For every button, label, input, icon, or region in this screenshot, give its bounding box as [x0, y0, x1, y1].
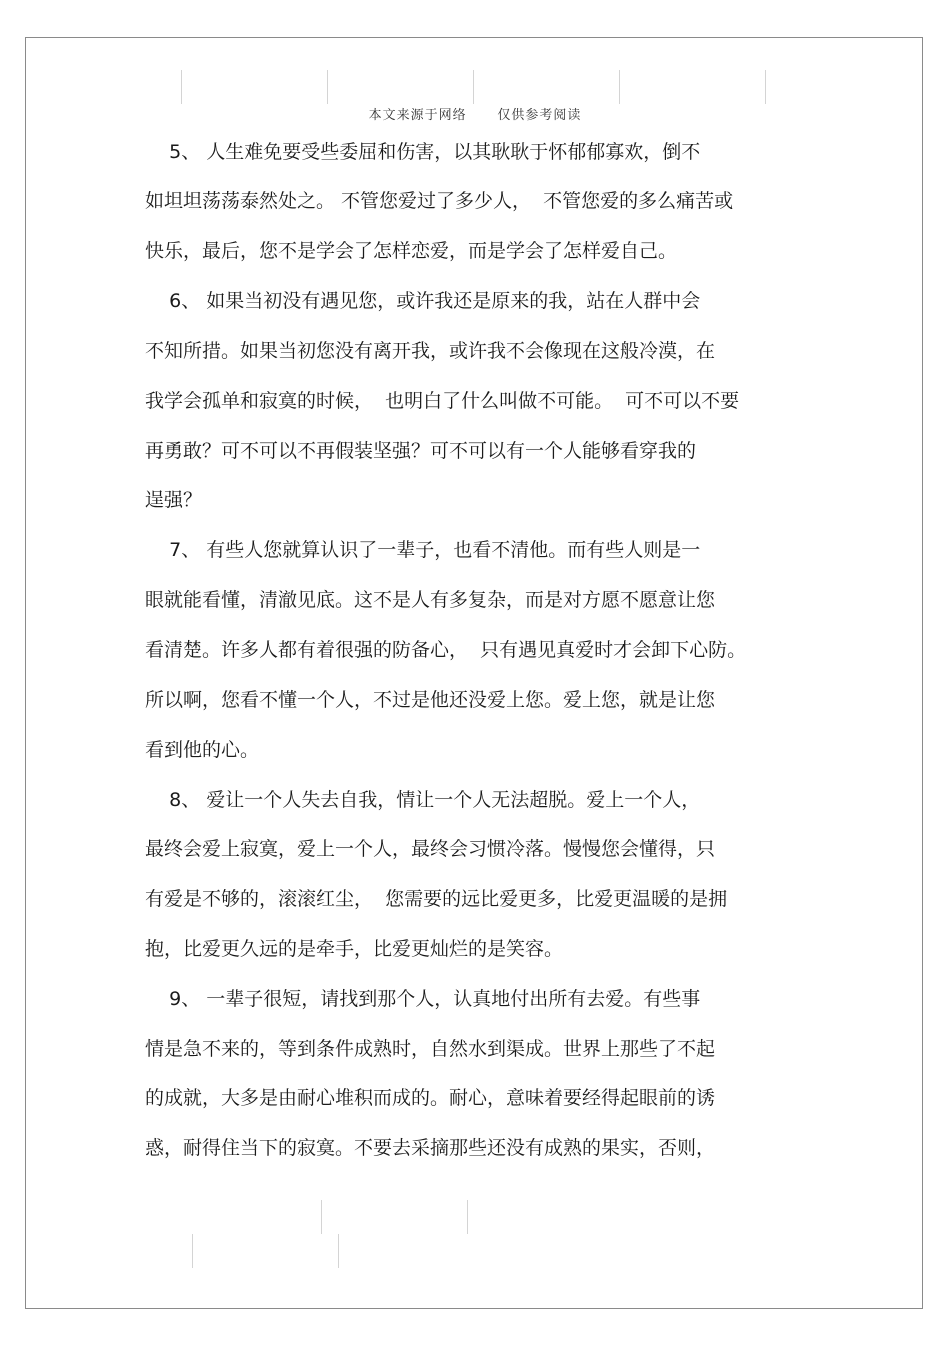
text-line: 逞强？ [145, 489, 203, 511]
text-line: 抱，比爱更久远的是牵手，比爱更灿烂的是笑容。 [145, 938, 564, 960]
text-line: 有爱是不够的，滚滚红尘， 您需要的远比爱更多，比爱更温暖的是拥 [145, 888, 728, 910]
text-line: 6、 如果当初没有遇见您，或许我还是原来的我，站在人群中会 [145, 290, 701, 312]
text-line: 再勇敢？可不可以不再假装坚强？可不可以有一个人能够看穿我的 [145, 440, 697, 462]
text-line: 看清楚。许多人都有着很强的防备心， 只有遇见真爱时才会卸下心防。 [145, 639, 747, 661]
text-line: 不知所措。如果当初您没有离开我，或许我不会像现在这般冷漠，在 [145, 340, 716, 362]
text-line: 情是急不来的，等到条件成熟时，自然水到渠成。世界上那些了不起 [145, 1038, 716, 1060]
text-line: 8、 爱让一个人失去自我，情让一个人无法超脱。爱上一个人， [145, 789, 701, 811]
page-border [25, 37, 923, 1309]
text-line: 最终会爱上寂寞，爱上一个人，最终会习惯冷落。慢慢您会懂得，只 [145, 838, 716, 860]
text-line: 9、 一辈子很短，请找到那个人，认真地付出所有去爱。有些事 [145, 988, 701, 1010]
top-divider-mark [619, 70, 620, 104]
top-divider-mark [473, 70, 474, 104]
top-divider-mark [327, 70, 328, 104]
text-line: 看到他的心。 [145, 739, 260, 761]
text-line: 7、 有些人您就算认识了一辈子，也看不清他。而有些人则是一 [145, 539, 701, 561]
text-line: 我学会孤单和寂寞的时候， 也明白了什么叫做不可能。 可不可以不要 [145, 390, 740, 412]
bottom-divider-mark [321, 1200, 322, 1234]
text-line: 5、 人生难免要受些委屈和伤害，以其耿耿于怀郁郁寡欢，倒不 [145, 141, 701, 163]
text-line: 惑，耐得住当下的寂寞。不要去采摘那些还没有成熟的果实，否则， [145, 1137, 716, 1159]
top-divider-mark [181, 70, 182, 104]
bottom-divider-mark [192, 1234, 193, 1268]
text-line: 眼就能看懂，清澈见底。这不是人有多复杂，而是对方愿不愿意让您 [145, 589, 716, 611]
text-line: 的成就，大多是由耐心堆积而成的。耐心，意味着要经得起眼前的诱 [145, 1087, 716, 1109]
bottom-divider-mark [467, 1200, 468, 1234]
bottom-divider-mark [338, 1234, 339, 1268]
text-line: 如坦坦荡荡泰然处之。 不管您爱过了多少人， 不管您爱的多么痛苦或 [145, 190, 734, 212]
text-line: 所以啊，您看不懂一个人，不过是他还没爱上您。爱上您，就是让您 [145, 689, 716, 711]
text-line: 快乐，最后，您不是学会了怎样恋爱，而是学会了怎样爱自己。 [145, 240, 678, 262]
source-note: 本文来源于网络 仅供参考阅读 [368, 108, 582, 123]
top-divider-mark [765, 70, 766, 104]
